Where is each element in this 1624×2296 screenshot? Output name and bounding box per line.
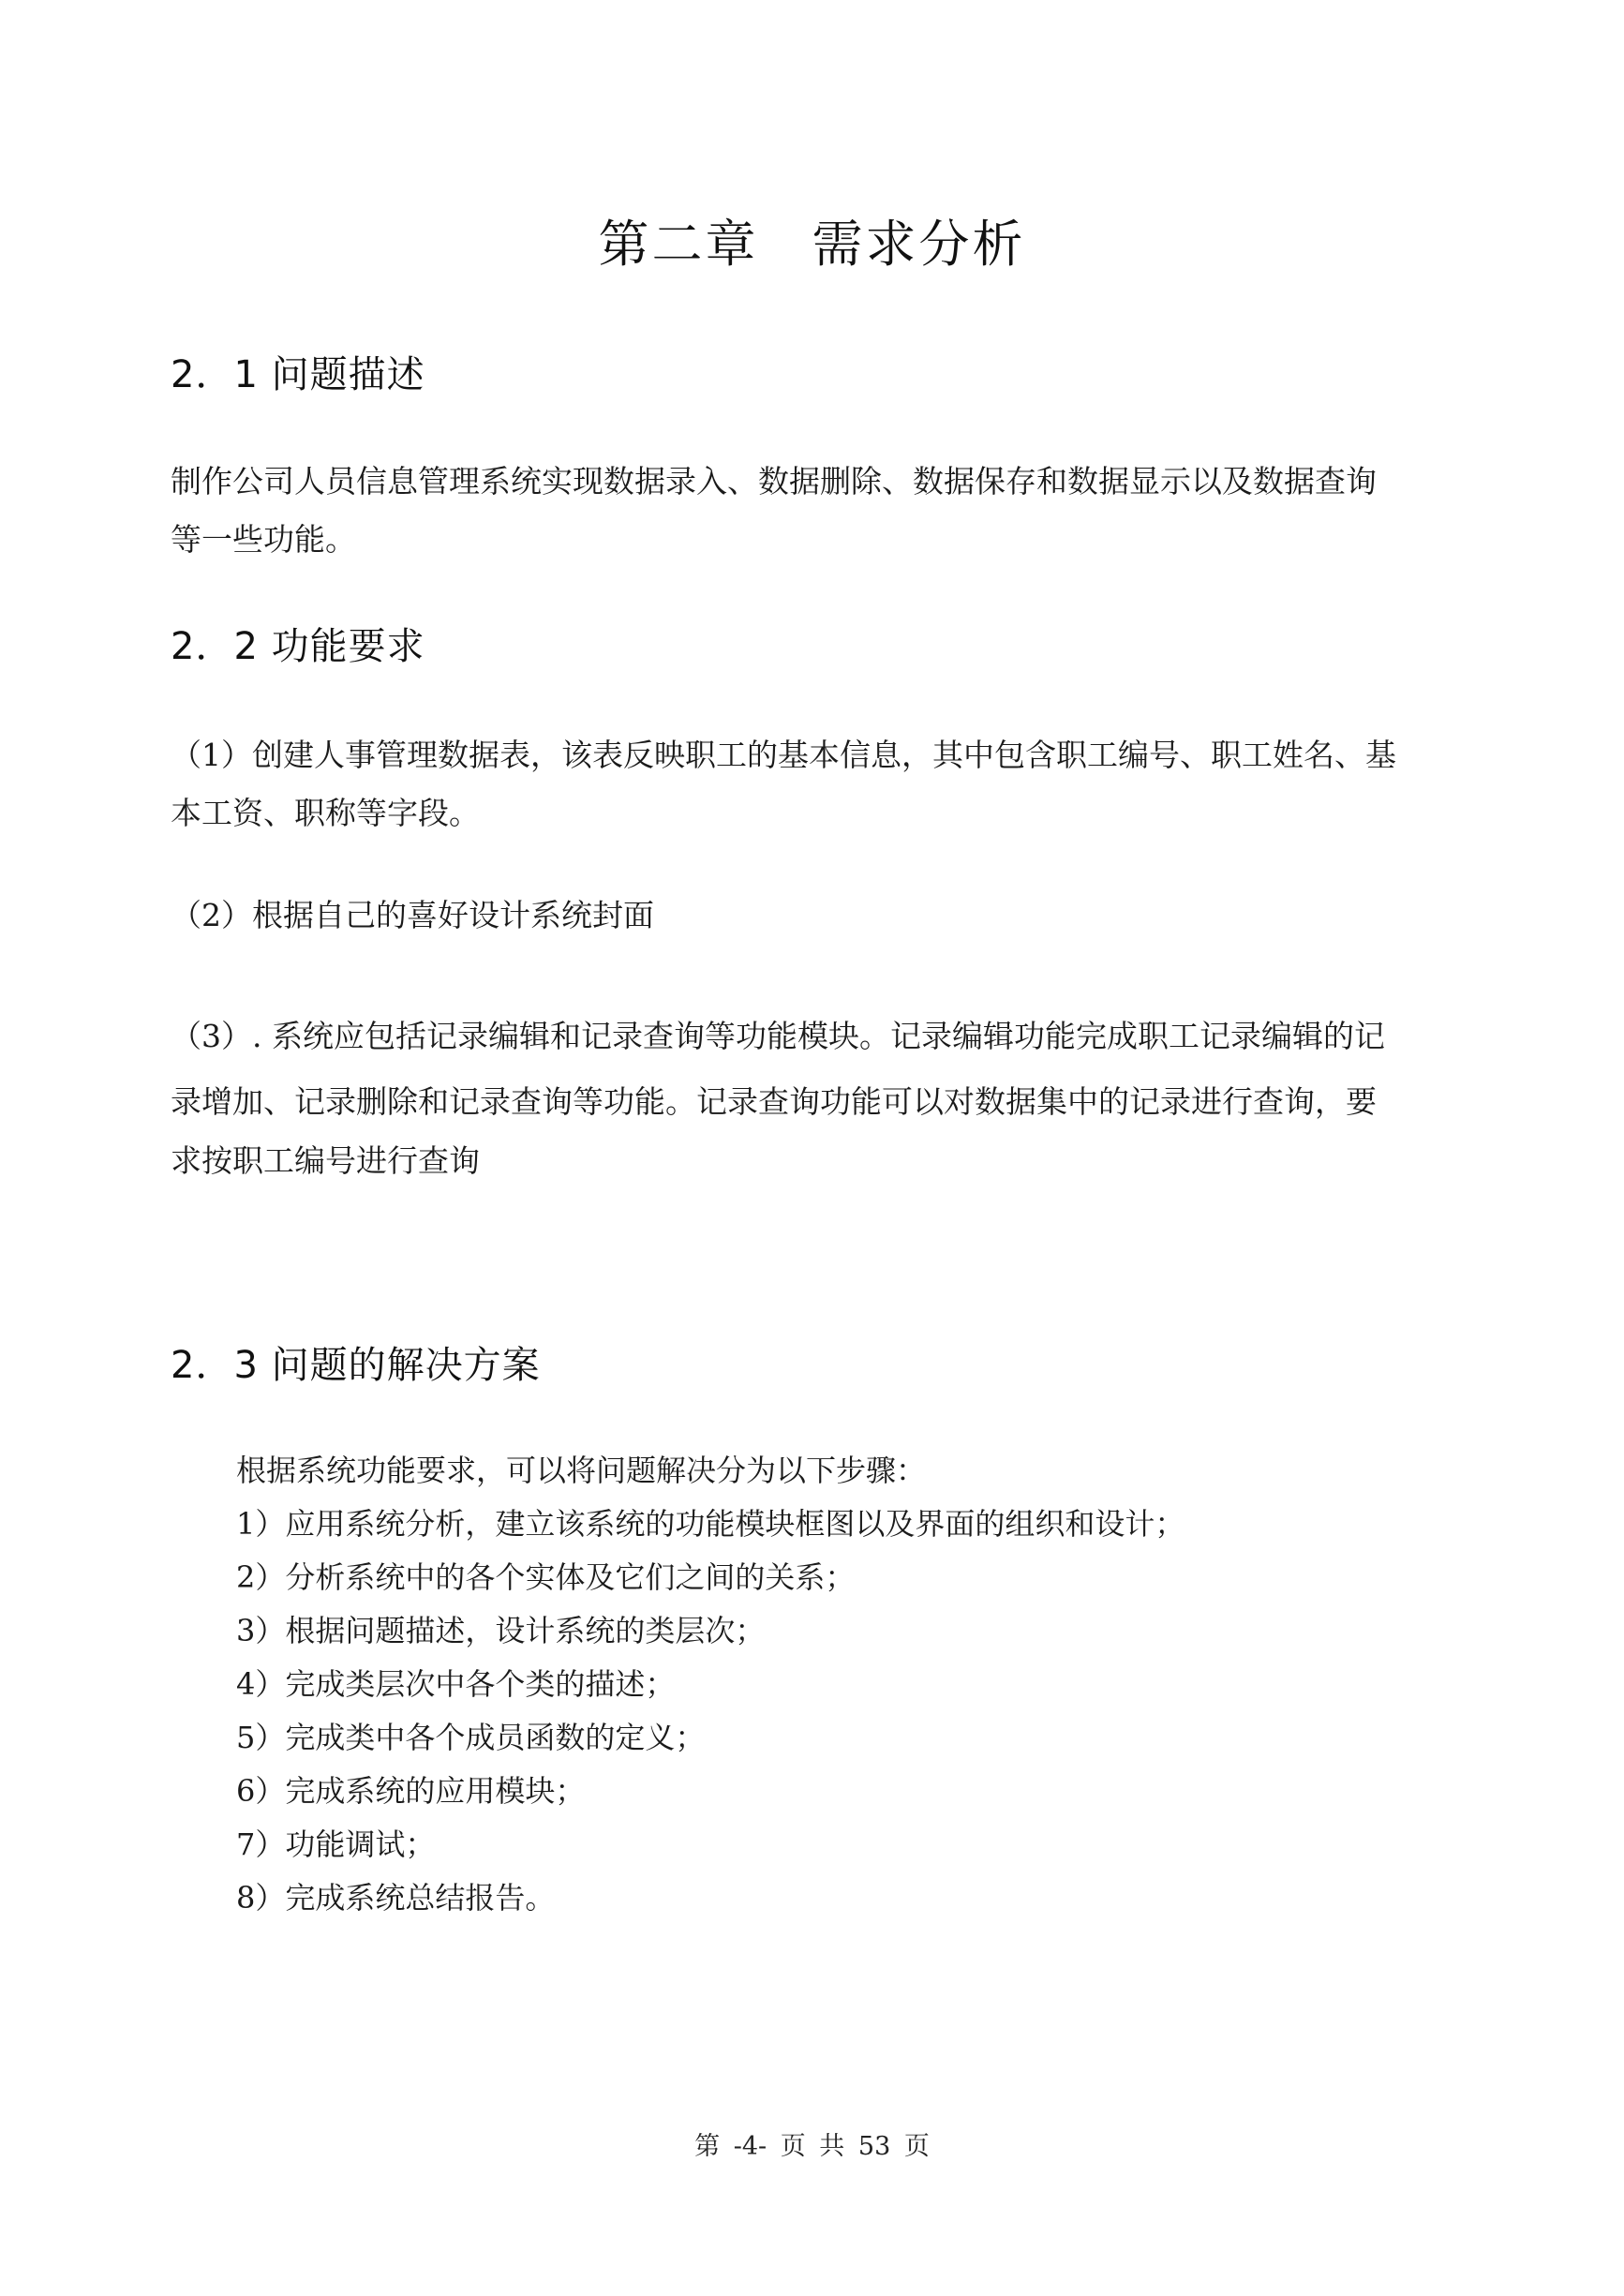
solution-steps-list: [236, 1444, 1184, 1925]
text-line: 求按职工编号进行查询: [171, 1142, 480, 1179]
text-line: 录增加、记录删除和记录查询等功能。记录查询功能可以对数据集中的记录进行查询，要: [171, 1083, 1377, 1120]
paragraph-requirement-2: [171, 887, 1464, 945]
text-line: 制作公司人员信息管理系统实现数据录入、数据删除、数据保存和数据显示以及数据查询: [171, 463, 1377, 499]
paragraph-problem-description: [171, 453, 1464, 569]
list-item: 6）完成系统的应用模块；: [236, 1773, 586, 1809]
list-item: 3）根据问题描述，设计系统的类层次；: [236, 1613, 766, 1648]
list-item: 4）完成类层次中各个类的描述；: [236, 1666, 676, 1702]
text-line: （2）根据自己的喜好设计系统封面: [171, 897, 654, 933]
text-line: 本工资、职称等字段。: [171, 795, 480, 831]
chapter-title: 第二章 需求分析: [598, 215, 1026, 274]
section-heading-2-1: 2．1 问题描述: [171, 353, 425, 396]
section-heading-2-2: 2．2 功能要求: [171, 625, 425, 668]
paragraph-requirement-3: [171, 1004, 1464, 1187]
text-line: 等一些功能。: [171, 521, 356, 558]
list-item: 8）完成系统总结报告。: [236, 1880, 556, 1916]
section-heading-2-3: 2．3 问题的解决方案: [171, 1344, 541, 1387]
list-item: 2）分析系统中的各个实体及它们之间的关系；: [236, 1559, 856, 1595]
text-line: （1）创建人事管理数据表，该表反映职工的基本信息，其中包含职工编号、职工姓名、基: [171, 737, 1396, 773]
steps-intro: 根据系统功能要求，可以将问题解决分为以下步骤：: [236, 1453, 927, 1488]
paragraph-requirement-1: [171, 726, 1464, 842]
list-item: 5）完成类中各个成员函数的定义；: [236, 1720, 706, 1755]
list-item: 1）应用系统分析，建立该系统的功能模块框图以及界面的组织和设计；: [236, 1506, 1185, 1542]
list-item: 7）功能调试；: [236, 1826, 436, 1862]
page-number-footer: 第 -4- 页 共 53 页: [694, 2132, 930, 2161]
text-line: （3）. 系统应包括记录编辑和记录查询等功能模块。记录编辑功能完成职工记录编辑的记: [171, 1018, 1385, 1054]
